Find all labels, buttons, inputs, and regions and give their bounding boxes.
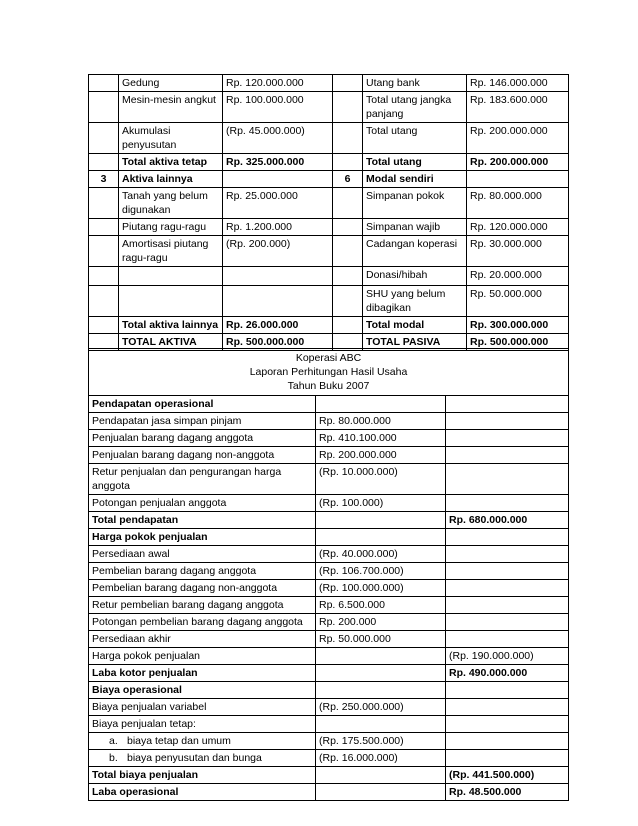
- left-label-cell: Gedung: [119, 75, 223, 92]
- balance-row: [89, 123, 569, 154]
- income-mid-value-cell: (Rp. 100.000): [316, 495, 446, 512]
- income-total-value-cell: [446, 631, 569, 648]
- income-total-value-cell: [446, 546, 569, 563]
- right-value-cell: Rp. 80.000.000: [467, 188, 569, 219]
- income-statement-header: [89, 349, 569, 396]
- income-mid-value-cell: Rp. 200.000.000: [316, 447, 446, 464]
- right-label-cell: Modal sendiri: [363, 171, 467, 188]
- income-mid-value-cell: [316, 784, 446, 801]
- balance-row: [89, 236, 569, 267]
- income-total-value-cell: [446, 716, 569, 733]
- left-number-cell: [89, 188, 119, 219]
- balance-row: [89, 267, 569, 286]
- balance-row: [89, 317, 569, 334]
- balance-row: [89, 75, 569, 92]
- left-label-cell: Amortisasi piutang ragu-ragu: [119, 236, 223, 267]
- income-mid-value-cell: Rp. 50.000.000: [316, 631, 446, 648]
- balance-row: [89, 92, 569, 123]
- income-label-cell: Biaya penjualan variabel: [89, 699, 316, 716]
- right-value-cell: Rp. 50.000.000: [467, 286, 569, 317]
- income-row: [89, 464, 569, 495]
- left-number-cell: [89, 154, 119, 171]
- right-number-cell: [333, 286, 363, 317]
- income-row: [89, 648, 569, 665]
- income-statement-body: [89, 396, 569, 801]
- income-row: [89, 430, 569, 447]
- right-label-cell: Total utang: [363, 154, 467, 171]
- income-row: [89, 784, 569, 801]
- income-label-cell: [89, 750, 316, 767]
- income-total-value-cell: (Rp. 190.000.000): [446, 648, 569, 665]
- right-number-cell: 6: [333, 171, 363, 188]
- income-total-value-cell: [446, 614, 569, 631]
- income-row: [89, 716, 569, 733]
- right-number-cell: [333, 236, 363, 267]
- right-value-cell: Rp. 500.000.000: [467, 334, 569, 351]
- right-value-cell: [467, 171, 569, 188]
- income-total-value-cell: [446, 699, 569, 716]
- right-value-cell: Rp. 183.600.000: [467, 92, 569, 123]
- right-value-cell: Rp. 146.000.000: [467, 75, 569, 92]
- income-label-cell: Potongan pembelian barang dagang anggota: [89, 614, 316, 631]
- income-row: [89, 512, 569, 529]
- left-number-cell: [89, 317, 119, 334]
- income-mid-value-cell: [316, 648, 446, 665]
- left-label-cell: Mesin-mesin angkut: [119, 92, 223, 123]
- income-total-value-cell: [446, 447, 569, 464]
- income-statement-table: [88, 348, 569, 801]
- income-label-cell: [89, 733, 316, 750]
- left-value-cell: (Rp. 45.000.000): [223, 123, 333, 154]
- balance-row: [89, 188, 569, 219]
- income-label-cell: Laba operasional: [89, 784, 316, 801]
- income-mid-value-cell: Rp. 200.000: [316, 614, 446, 631]
- income-statement-title-cell: [89, 349, 569, 396]
- right-label-cell: TOTAL PASIVA: [363, 334, 467, 351]
- balance-sheet-body: [89, 75, 569, 351]
- list-marker: a.: [109, 735, 118, 747]
- balance-row: [89, 219, 569, 236]
- income-label-cell: Biaya penjualan tetap:: [89, 716, 316, 733]
- income-mid-value-cell: (Rp. 40.000.000): [316, 546, 446, 563]
- left-label-cell: Total aktiva lainnya: [119, 317, 223, 334]
- income-label-cell: Total pendapatan: [89, 512, 316, 529]
- left-label-cell: [119, 286, 223, 317]
- left-value-cell: (Rp. 200.000): [223, 236, 333, 267]
- income-row: [89, 733, 569, 750]
- income-mid-value-cell: Rp. 6.500.000: [316, 597, 446, 614]
- left-label-cell: Tanah yang belum digunakan: [119, 188, 223, 219]
- income-total-value-cell: [446, 750, 569, 767]
- income-mid-value-cell: (Rp. 16.000.000): [316, 750, 446, 767]
- right-label-cell: Simpanan pokok: [363, 188, 467, 219]
- income-row: [89, 750, 569, 767]
- left-label-cell: Aktiva lainnya: [119, 171, 223, 188]
- left-value-cell: Rp. 325.000.000: [223, 154, 333, 171]
- left-label-cell: Total aktiva tetap: [119, 154, 223, 171]
- right-label-cell: SHU yang belum dibagikan: [363, 286, 467, 317]
- income-label: biaya penyusutan dan bunga: [127, 752, 262, 764]
- income-label-cell: Total biaya penjualan: [89, 767, 316, 784]
- right-label-cell: Utang bank: [363, 75, 467, 92]
- income-total-value-cell: [446, 413, 569, 430]
- income-row: [89, 767, 569, 784]
- income-mid-value-cell: (Rp. 175.500.000): [316, 733, 446, 750]
- income-label: biaya tetap dan umum: [127, 735, 231, 747]
- right-label-cell: Total utang: [363, 123, 467, 154]
- income-label-cell: Penjualan barang dagang non-anggota: [89, 447, 316, 464]
- income-row: [89, 495, 569, 512]
- income-label-cell: Harga pokok penjualan: [89, 529, 316, 546]
- income-row: [89, 529, 569, 546]
- income-row: [89, 396, 569, 413]
- right-label-cell: Cadangan koperasi: [363, 236, 467, 267]
- right-number-cell: [333, 154, 363, 171]
- right-value-cell: Rp. 20.000.000: [467, 267, 569, 286]
- left-number-cell: [89, 236, 119, 267]
- income-mid-value-cell: [316, 716, 446, 733]
- left-value-cell: Rp. 500.000.000: [223, 334, 333, 351]
- income-label-cell: Pendapatan jasa simpan pinjam: [89, 413, 316, 430]
- income-total-value-cell: [446, 396, 569, 413]
- left-value-cell: Rp. 26.000.000: [223, 317, 333, 334]
- income-row: [89, 699, 569, 716]
- income-total-value-cell: [446, 529, 569, 546]
- income-total-value-cell: [446, 430, 569, 447]
- right-value-cell: Rp. 200.000.000: [467, 154, 569, 171]
- income-label-cell: Retur penjualan dan pengurangan harga anggota: [89, 464, 316, 495]
- income-mid-value-cell: [316, 682, 446, 699]
- right-number-cell: [333, 75, 363, 92]
- income-row: [89, 631, 569, 648]
- income-total-value-cell: [446, 733, 569, 750]
- income-label-cell: Pendapatan operasional: [89, 396, 316, 413]
- left-label-cell: Akumulasi penyusutan: [119, 123, 223, 154]
- balance-row: [89, 286, 569, 317]
- balance-sheet-table: [88, 74, 569, 351]
- right-number-cell: [333, 219, 363, 236]
- right-label-cell: Donasi/hibah: [363, 267, 467, 286]
- left-number-cell: [89, 286, 119, 317]
- income-label-cell: Biaya operasional: [89, 682, 316, 699]
- income-mid-value-cell: (Rp. 250.000.000): [316, 699, 446, 716]
- balance-row: [89, 154, 569, 171]
- right-value-cell: Rp. 200.000.000: [467, 123, 569, 154]
- left-number-cell: [89, 123, 119, 154]
- list-marker: b.: [109, 752, 118, 764]
- income-label-cell: Pembelian barang dagang anggota: [89, 563, 316, 580]
- left-number-cell: 3: [89, 171, 119, 188]
- title-year: Tahun Buku 2007: [287, 380, 370, 392]
- right-label-cell: Total modal: [363, 317, 467, 334]
- right-value-cell: Rp. 120.000.000: [467, 219, 569, 236]
- left-label-cell: TOTAL AKTIVA: [119, 334, 223, 351]
- left-value-cell: Rp. 100.000.000: [223, 92, 333, 123]
- right-value-cell: Rp. 300.000.000: [467, 317, 569, 334]
- income-total-value-cell: [446, 580, 569, 597]
- income-row: [89, 413, 569, 430]
- left-value-cell: [223, 267, 333, 286]
- left-value-cell: [223, 286, 333, 317]
- balance-row: [89, 171, 569, 188]
- income-label-cell: Persediaan awal: [89, 546, 316, 563]
- income-total-value-cell: Rp. 490.000.000: [446, 665, 569, 682]
- income-total-value-cell: Rp. 48.500.000: [446, 784, 569, 801]
- left-value-cell: Rp. 1.200.000: [223, 219, 333, 236]
- income-label-cell: Retur pembelian barang dagang anggota: [89, 597, 316, 614]
- income-total-value-cell: (Rp. 441.500.000): [446, 767, 569, 784]
- income-row: [89, 597, 569, 614]
- right-number-cell: [333, 92, 363, 123]
- income-mid-value-cell: Rp. 410.100.000: [316, 430, 446, 447]
- left-number-cell: [89, 92, 119, 123]
- income-total-value-cell: [446, 495, 569, 512]
- income-mid-value-cell: Rp. 80.000.000: [316, 413, 446, 430]
- income-row: [89, 447, 569, 464]
- right-number-cell: [333, 317, 363, 334]
- title-report: Laporan Perhitungan Hasil Usaha: [249, 366, 408, 378]
- right-value-cell: Rp. 30.000.000: [467, 236, 569, 267]
- title-org: Koperasi ABC: [295, 352, 362, 364]
- right-number-cell: [333, 188, 363, 219]
- left-value-cell: Rp. 120.000.000: [223, 75, 333, 92]
- income-mid-value-cell: [316, 529, 446, 546]
- left-value-cell: [223, 171, 333, 188]
- left-label-cell: Piutang ragu-ragu: [119, 219, 223, 236]
- income-label-cell: Laba kotor penjualan: [89, 665, 316, 682]
- income-row: [89, 682, 569, 699]
- income-mid-value-cell: [316, 767, 446, 784]
- left-label-cell: [119, 267, 223, 286]
- right-label-cell: Total utang jangka panjang: [363, 92, 467, 123]
- income-label-cell: Potongan penjualan anggota: [89, 495, 316, 512]
- income-label-cell: Penjualan barang dagang anggota: [89, 430, 316, 447]
- income-total-value-cell: Rp. 680.000.000: [446, 512, 569, 529]
- left-value-cell: Rp. 25.000.000: [223, 188, 333, 219]
- income-row: [89, 614, 569, 631]
- income-mid-value-cell: [316, 665, 446, 682]
- income-row: [89, 580, 569, 597]
- income-label-cell: Persediaan akhir: [89, 631, 316, 648]
- income-mid-value-cell: [316, 512, 446, 529]
- right-number-cell: [333, 267, 363, 286]
- income-mid-value-cell: (Rp. 106.700.000): [316, 563, 446, 580]
- left-number-cell: [89, 75, 119, 92]
- income-label-cell: Harga pokok penjualan: [89, 648, 316, 665]
- income-row: [89, 563, 569, 580]
- income-row: [89, 665, 569, 682]
- left-number-cell: [89, 267, 119, 286]
- right-number-cell: [333, 123, 363, 154]
- income-total-value-cell: [446, 682, 569, 699]
- income-mid-value-cell: (Rp. 10.000.000): [316, 464, 446, 495]
- left-number-cell: [89, 219, 119, 236]
- income-mid-value-cell: (Rp. 100.000.000): [316, 580, 446, 597]
- right-label-cell: Simpanan wajib: [363, 219, 467, 236]
- income-total-value-cell: [446, 597, 569, 614]
- income-row: [89, 546, 569, 563]
- income-total-value-cell: [446, 563, 569, 580]
- income-label-cell: Pembelian barang dagang non-anggota: [89, 580, 316, 597]
- income-total-value-cell: [446, 464, 569, 495]
- income-mid-value-cell: [316, 396, 446, 413]
